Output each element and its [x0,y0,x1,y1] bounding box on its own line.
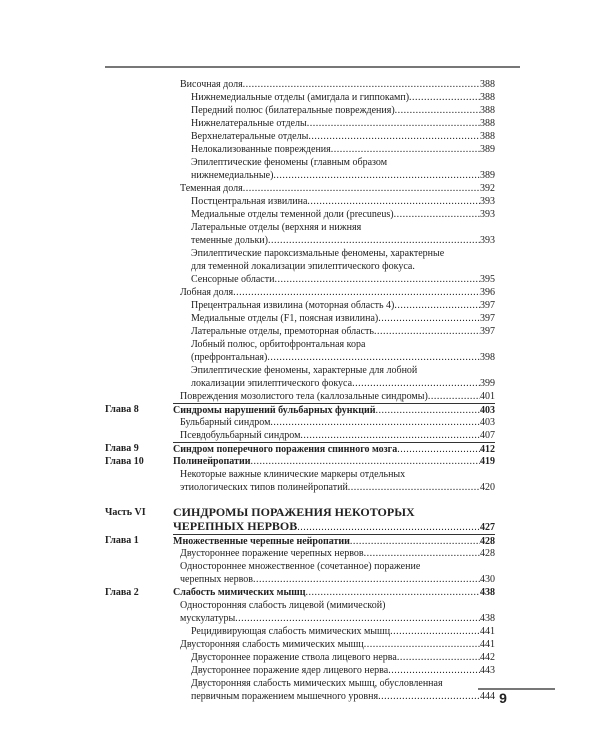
toc-entry-title: Височная доля [180,79,243,90]
toc-entry-title: Двустороннее поражение черепных нервов [180,548,364,559]
toc-page-number: 403 [480,405,495,416]
toc-entry-line [180,468,495,481]
toc-entry-line [191,208,495,221]
toc-entry-title: Постцентральная извилина [191,196,308,207]
toc-entry [105,78,495,91]
toc-entry [105,573,495,586]
toc-entry-line [191,677,495,690]
toc-entry-line [191,299,495,312]
toc-entry-title: мускулатуры [180,613,236,624]
toc-leader-dots [274,273,480,286]
toc-entry [105,599,495,612]
toc-chapter-row [105,586,495,599]
toc-entry-title: Эпилептические пароксизмальные феномены, характерные [191,248,445,259]
toc-entry [105,195,495,208]
toc-chapter-label: Часть VI [105,507,146,518]
toc-leader-dots [243,182,480,195]
toc-leader-dots [250,455,480,468]
toc-page-number: 428 [480,536,495,547]
toc-entry-line [191,195,495,208]
toc-page-number: 419 [480,456,495,467]
toc-entry [105,468,495,481]
toc-entry-line [180,599,495,612]
toc-entry-line [191,377,495,390]
toc-page-number: 444 [480,691,495,702]
toc-entry [105,520,495,534]
toc-entry-title: Некоторые важные клинические маркеры отдельных [180,469,406,480]
toc-page-number: 441 [480,639,495,650]
toc-entry-title: Латеральные отделы, премоторная область [191,326,374,337]
toc-entry-title: Двустороннее поражение ствола лицевого нерва [191,652,397,663]
toc-entry-title: (префронтальная) [191,352,268,363]
toc-entry-line [180,560,495,573]
toc-entry-line [173,403,495,417]
toc-entry-line [191,625,495,638]
toc-entry-title: СИНДРОМЫ ПОРАЖЕНИЯ НЕКОТОРЫХ [173,506,415,519]
toc-page-number: 393 [480,209,495,220]
toc-leader-dots [233,286,480,299]
toc-entry [105,390,495,403]
toc-entry-title: Множественные черепные нейропатии [173,536,350,547]
toc-entry-line [191,651,495,664]
toc-page-number: 430 [480,574,495,585]
toc-leader-dots [394,208,480,221]
toc-chapter-row [105,506,495,520]
toc-entry [105,377,495,390]
toc-entry-title: Одностороннее множественное (сочетанное) поражение [180,561,421,572]
toc-entry [105,481,495,494]
toc-entry [105,156,495,169]
toc-entry [105,208,495,221]
toc-leader-dots [348,481,480,494]
toc-entry-line [191,273,495,286]
toc-entry-title: этиологических типов полинейропатий [180,482,348,493]
toc-entry-title: Бульбарный синдром [180,417,271,428]
toc-leader-dots [305,586,480,599]
toc-page-number: 388 [480,105,495,116]
toc-entry [105,547,495,560]
toc-entry-line [191,221,495,234]
toc-entry [105,338,495,351]
toc-entry [105,234,495,247]
toc-entry-title: Лобная доля [180,287,234,298]
toc-leader-dots [428,390,480,403]
toc-page-number: 403 [480,417,495,428]
toc-entry-line [191,260,495,273]
toc-entry [105,416,495,429]
toc-entry-title: Двусторонняя слабость мимических мышц, обусловленная [191,678,443,689]
toc-entry-title: Повреждения мозолистого тела (каллозальные синдромы) [180,391,428,402]
toc-entry-line [180,612,495,625]
toc-entry [105,273,495,286]
toc-entry-title: Латеральные отделы (верхняя и нижняя [191,222,362,233]
toc-chapter-label: Глава 10 [105,456,144,467]
toc-leader-dots [300,429,480,442]
toc-entry-line [191,234,495,247]
toc-entry [105,364,495,377]
toc-spacer [105,494,495,506]
toc-entry [105,638,495,651]
toc-entry [105,429,495,442]
toc-page-number: 412 [480,444,495,455]
toc-page-number: 388 [480,92,495,103]
toc-entry-title: Синдромы нарушений бульбарных функций [173,405,376,416]
toc-page-number: 438 [480,587,495,598]
toc-leader-dots [307,117,480,130]
toc-entry-title: нижнемедиальные) [191,170,274,181]
toc-entry-line [180,78,495,91]
toc-entry [105,299,495,312]
toc-entry-title: Сенсорные области [191,274,275,285]
toc-entry [105,182,495,195]
toc-leader-dots [409,91,480,104]
toc-entry [105,325,495,338]
toc-leader-dots [394,299,480,312]
toc-entry-line [191,325,495,338]
toc-page-number: 397 [480,326,495,337]
toc-entry-line [180,547,495,560]
toc-leader-dots [297,521,480,534]
toc-chapter-label: Глава 1 [105,535,139,546]
toc-entry-line [191,690,495,703]
toc-entry-title: локализации эпилептического фокуса [191,378,353,389]
toc-leader-dots [308,130,480,143]
toc-entry-title: теменные дольки) [191,235,268,246]
toc-entry [105,351,495,364]
toc-entry [105,104,495,117]
toc-page-number: 395 [480,274,495,285]
toc-entry [105,664,495,677]
toc-chapter-label: Глава 8 [105,404,139,415]
toc-entry-line [191,312,495,325]
toc-page-number: 443 [480,665,495,676]
toc-entry [105,612,495,625]
toc-entry-line [191,169,495,182]
toc-leader-dots [364,638,480,651]
toc-entry-line [180,481,495,494]
toc-chapter-label: Глава 2 [105,587,139,598]
toc-leader-dots [378,312,480,325]
toc-entry-title: Синдром поперечного поражения спинного мозга [173,444,398,455]
toc-entry [105,690,495,703]
toc-leader-dots [390,625,480,638]
toc-leader-dots [331,143,480,156]
toc-page-number: 442 [480,652,495,663]
toc-chapter-label: Глава 9 [105,443,139,454]
toc-chapter-row [105,403,495,416]
toc-entry [105,130,495,143]
toc-leader-dots [397,651,480,664]
toc-page-number: 393 [480,235,495,246]
toc-entry [105,91,495,104]
toc-leader-dots [364,547,480,560]
toc-entry-title: Нижнемедиальные отделы (амигдала и гиппокамп) [191,92,410,103]
page-number: 9 [499,690,507,706]
toc-entry-line [173,506,495,519]
toc-entry [105,117,495,130]
toc-entry-title: Слабость мимических мышц [173,587,306,598]
toc-entry-line [180,638,495,651]
toc-page-number: 388 [480,131,495,142]
toc-entry-line [173,455,495,468]
toc-entry-title: Прецентральная извилина (моторная область 4) [191,300,395,311]
toc-entry [105,312,495,325]
toc-page-number: 441 [480,626,495,637]
toc-leader-dots [270,416,480,429]
toc-page-number: 397 [480,300,495,311]
toc-entry-line [191,247,495,260]
toc-entry-title: Медиальные отделы (F1, поясная извилина) [191,313,379,324]
toc-entry-title: первичным поражением мышечного уровня [191,691,379,702]
toc-entry-title: Лобный полюс, орбитофронтальная кора [191,339,366,350]
toc-entry-title: черепных нервов [180,574,253,585]
toc-leader-dots [268,234,480,247]
toc-entry-line [191,664,495,677]
toc-entry-line [191,104,495,117]
toc-entry [105,260,495,273]
toc-entry-line [180,286,495,299]
toc-leader-dots [388,664,480,677]
toc-entry-title: Нелокализованные повреждения [191,144,331,155]
toc-entry-title: Верхнелатеральные отделы [191,131,309,142]
top-rule [105,66,520,68]
toc-entry-title: Нижнелатеральные отделы [191,118,307,129]
toc-page-number: 420 [480,482,495,493]
toc-entry-line [191,338,495,351]
toc-entry-title: Односторонняя слабость лицевой (мимической) [180,600,386,611]
toc-page-number: 427 [480,522,495,533]
toc-entry [105,247,495,260]
toc-entry-line [191,156,495,169]
toc-page-number: 388 [480,79,495,90]
toc-chapter-row [105,534,495,547]
toc-page-number: 389 [480,144,495,155]
toc-leader-dots [378,690,480,703]
toc-page-number: 401 [480,391,495,402]
toc-page-number: 398 [480,352,495,363]
toc-page-number: 388 [480,118,495,129]
toc-chapter-row [105,442,495,455]
toc-entry-line [173,520,495,534]
toc-entry-title: Двустороннее поражение ядер лицевого нерва [191,665,389,676]
toc-page-number: 428 [480,548,495,559]
toc-entry-line [191,351,495,364]
toc-entry-line [180,573,495,586]
toc-entry-line [191,130,495,143]
toc-leader-dots [253,573,480,586]
toc-page-number: 397 [480,313,495,324]
toc-entry-line [180,429,495,442]
toc-leader-dots [307,195,480,208]
toc-entry [105,625,495,638]
toc-entry [105,221,495,234]
toc-page-number: 399 [480,378,495,389]
toc-entry [105,651,495,664]
toc-entry-title: Псевдобульбарный синдром [180,430,301,441]
toc-entry-title: Теменная доля [180,183,243,194]
table-of-contents [105,78,495,703]
toc-entry [105,143,495,156]
toc-entry-line [173,586,495,599]
toc-leader-dots [273,169,480,182]
toc-entry-title: Двусторонняя слабость мимических мышц [180,639,364,650]
toc-chapter-row [105,455,495,468]
toc-entry-title: Полинейропатии [173,456,251,467]
toc-entry [105,286,495,299]
toc-page-number: 407 [480,430,495,441]
toc-page-number: 389 [480,170,495,181]
toc-entry-line [173,534,495,548]
toc-entry-line [191,143,495,156]
toc-entry-title: Медиальные отделы теменной доли (precuneus) [191,209,394,220]
toc-entry-line [191,364,495,377]
toc-leader-dots [374,325,480,338]
toc-leader-dots [235,612,480,625]
toc-entry-title: ЧЕРЕПНЫХ НЕРВОВ [173,520,298,533]
toc-entry-line [191,117,495,130]
toc-entry-line [180,416,495,429]
toc-entry-title: Эпилептические феномены (главным образом [191,157,388,168]
toc-page-number: 396 [480,287,495,298]
toc-entry [105,560,495,573]
toc-leader-dots [267,351,480,364]
toc-entry-title: Передний полюс (билатеральные повреждения) [191,105,395,116]
toc-leader-dots [395,104,480,117]
toc-entry-line [180,390,495,403]
toc-entry [105,169,495,182]
toc-leader-dots [243,78,480,91]
toc-entry-title: для теменной локализации эпилептического фокуса. [191,261,415,272]
toc-page-number: 393 [480,196,495,207]
toc-leader-dots [352,377,480,390]
toc-entry [105,677,495,690]
toc-page-number: 438 [480,613,495,624]
toc-entry-line [180,182,495,195]
toc-entry-line [191,91,495,104]
toc-page-number: 392 [480,183,495,194]
toc-entry-line [173,442,495,456]
toc-entry-title: Рецидивирующая слабость мимических мышц [191,626,391,637]
toc-entry-title: Эпилептические феномены, характерные для лобной [191,365,418,376]
